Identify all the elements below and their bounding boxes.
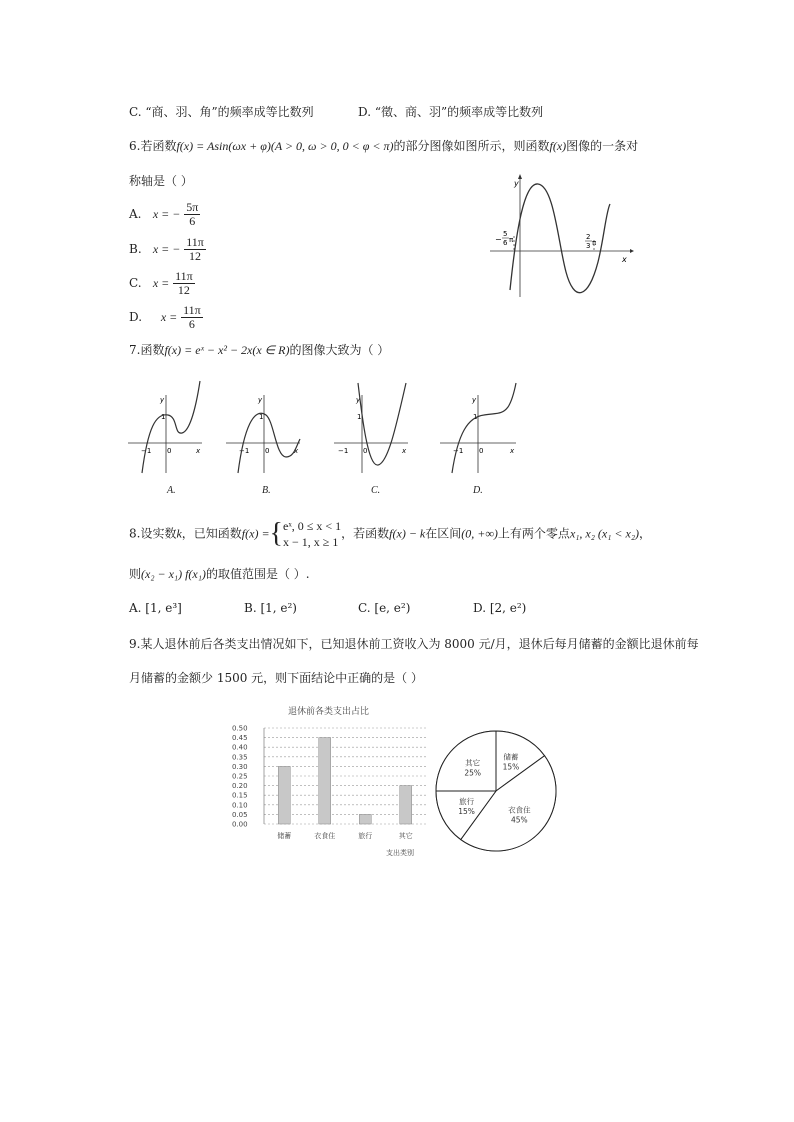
q7-prefix: 7.函数 xyxy=(129,343,165,357)
y-label: y xyxy=(258,396,263,404)
q6-stem-line2: 称轴是（ ） xyxy=(129,174,193,188)
bar-旅行 xyxy=(359,814,371,824)
pie-value-label: 25% xyxy=(464,768,482,778)
q8-fk: f(x) − k xyxy=(389,526,426,541)
curve xyxy=(142,381,200,473)
q6-option-c[interactable] xyxy=(129,270,195,297)
retirement-bar-chart xyxy=(228,703,434,861)
option-label: B. xyxy=(129,242,142,256)
tick-1: 1 xyxy=(357,413,362,421)
tick-0: 0 xyxy=(363,447,368,455)
option-lhs: x = − xyxy=(152,207,181,221)
q7-stem xyxy=(129,342,389,358)
q7-graph-a[interactable] xyxy=(126,377,206,477)
x-axis-label: x xyxy=(622,255,627,264)
q6-option-d[interactable] xyxy=(129,304,203,331)
q7-graph-b[interactable] xyxy=(224,377,304,477)
y-tick-label: 0.30 xyxy=(232,762,248,771)
q8-mid: ，已知函数 xyxy=(181,526,242,541)
q5-option-c: C. “商、羽、角”的频率成等比数列 xyxy=(129,105,314,119)
q6-prefix: 6.若函数 xyxy=(129,139,177,153)
tick-right-pi: π xyxy=(592,239,597,247)
q8-k: k xyxy=(176,526,182,541)
q6-function: f(x) = Asin(ωx + φ)(A > 0, ω > 0, 0 < φ < π) xyxy=(176,139,394,153)
y-tick-label: 0.45 xyxy=(232,734,248,743)
tick-left-pi: π xyxy=(509,236,514,244)
q6-suffix2: 图像的一条对 xyxy=(566,139,639,153)
q8-stem-line2 xyxy=(129,566,310,582)
option-label: A. xyxy=(129,207,142,221)
q5-option-d: D. “徵、商、羽”的频率成等比数列 xyxy=(358,105,544,119)
y-axis-label: y xyxy=(514,179,519,188)
x-label: x xyxy=(510,447,515,455)
tick-1: 1 xyxy=(259,413,264,421)
pie-value-label: 45% xyxy=(510,815,528,825)
tick-0: 0 xyxy=(167,447,172,455)
pie-value-label: 15% xyxy=(502,762,520,772)
option-lhs: x = − xyxy=(152,242,181,256)
tick-left-sign: − xyxy=(495,235,502,244)
pie-label: 衣食住 xyxy=(508,805,531,815)
q8-zeros: x₁, x₂ (x₁ < x₂) xyxy=(569,526,640,541)
q9-stem-line2: 月储蓄的金额少 1500 元，则下面结论中正确的是（ ） xyxy=(129,671,423,685)
q7-caption-d: D. xyxy=(473,485,483,496)
option-lhs: x = xyxy=(152,276,170,290)
x-tick-label: 衣食住 xyxy=(314,832,336,840)
bar-chart-title: 退休前各类支出占比 xyxy=(288,707,370,717)
tick-right-den: 3 xyxy=(586,242,591,250)
tick-0: 0 xyxy=(479,447,484,455)
q8-stem xyxy=(129,518,651,550)
tick-m1: −1 xyxy=(239,447,250,455)
q7-caption-a: A. xyxy=(167,485,176,496)
pie-label: 其它 xyxy=(465,758,481,768)
pie-label: 旅行 xyxy=(459,796,475,806)
q6-option-a[interactable] xyxy=(129,201,200,228)
y-label: y xyxy=(472,396,477,404)
q8-prefix: 8.设实数 xyxy=(129,526,177,541)
q8-option-c[interactable]: C. [e, e²) xyxy=(358,601,411,615)
option-label: C. xyxy=(129,276,142,290)
q7-function: f(x) = eˣ − x² − 2x(x ∈ R) xyxy=(164,343,290,357)
bar-xlabel: 支出类别 xyxy=(386,849,414,857)
x-tick-label: 其它 xyxy=(398,832,413,840)
q7-caption-c: C. xyxy=(371,485,381,496)
q7-suffix: 的图像大致为（ ） xyxy=(289,343,390,357)
q6-sine-graph xyxy=(488,172,638,300)
bar-labels xyxy=(277,831,413,840)
q8-function: f(x) = xyxy=(241,526,270,541)
curve xyxy=(452,383,516,473)
tick-m1: −1 xyxy=(453,447,464,455)
case-1: eˣ, 0 ≤ x < 1 xyxy=(283,519,342,533)
y-tick-label: 0.10 xyxy=(232,801,248,810)
y-tick-label: 0.05 xyxy=(232,810,248,819)
y-tick-label: 0.15 xyxy=(232,791,248,800)
y-tick-label: 0.50 xyxy=(232,724,248,733)
q9-stem-line1: 9.某人退休前后各类支出情况如下，已知退休前工资收入为 8000 元/月，退休后每月储蓄的金额比退休前每 xyxy=(129,637,699,651)
option-fraction: $\frac{11\pi}{12}$ xyxy=(186,235,204,263)
q8-end: ， xyxy=(639,526,652,541)
y-tick-label: 0.00 xyxy=(232,820,248,829)
q8-interval: (0, +∞) xyxy=(461,526,498,541)
bar-bars xyxy=(278,738,412,824)
y-label: y xyxy=(356,396,361,404)
option-fraction: $\frac{11\pi}{6}$ xyxy=(183,303,201,331)
q6-function2: f(x) xyxy=(549,139,567,153)
tick-0: 0 xyxy=(265,447,270,455)
q7-caption-b: B. xyxy=(262,485,271,496)
bar-其它 xyxy=(400,786,412,824)
x-label: x xyxy=(294,447,299,455)
tick-m1: −1 xyxy=(338,447,349,455)
q8-option-a[interactable]: A. [1, e³] xyxy=(129,601,182,615)
q6-stem xyxy=(129,138,638,154)
x-label: x xyxy=(196,447,201,455)
x-axis-arrow xyxy=(630,249,634,253)
y-tick-label: 0.35 xyxy=(232,753,248,762)
q8-interval-text: 在区间 xyxy=(425,526,462,541)
y-tick-label: 0.25 xyxy=(232,772,248,781)
q6-option-b[interactable] xyxy=(129,236,206,263)
y-label: y xyxy=(160,396,165,404)
pie-value-label: 15% xyxy=(458,806,475,816)
bar-储蓄 xyxy=(278,766,290,824)
option-fraction: $\frac{11\pi}{12}$ xyxy=(175,269,193,297)
tick-left-num: 5 xyxy=(503,230,508,238)
tick-1: 1 xyxy=(161,413,166,421)
q6-suffix: 的部分图像如图所示，则函数 xyxy=(393,139,550,153)
pie-label: 储蓄 xyxy=(503,752,519,762)
q8-option-d[interactable]: D. [2, e²) xyxy=(473,601,527,615)
tick-right-num: 2 xyxy=(586,233,591,241)
q7-graph-c[interactable] xyxy=(332,377,412,477)
y-tick-label: 0.20 xyxy=(232,782,248,791)
q8-after: ，若函数 xyxy=(341,526,390,541)
q7-graph-d[interactable] xyxy=(438,377,520,477)
bar-衣食住 xyxy=(319,738,331,824)
piecewise-cases xyxy=(283,518,341,550)
case-2: x − 1, x ≥ 1 xyxy=(283,535,339,549)
x-tick-label: 储蓄 xyxy=(277,832,292,840)
q8-line2-suffix: 的取值范围是（ ）. xyxy=(205,567,310,581)
x-label: x xyxy=(402,447,407,455)
option-fraction: $\frac{5\pi}{6}$ xyxy=(186,200,199,228)
q8-expr: (x₂ − x₁) f(x₁) xyxy=(141,567,206,581)
piecewise-brace: { xyxy=(269,518,283,549)
tick-m1: −1 xyxy=(141,447,152,455)
tick-1: 1 xyxy=(473,413,478,421)
q8-line2-prefix: 则 xyxy=(129,567,142,581)
retirement-pie-chart xyxy=(432,727,560,855)
q8-zeros-text: 上有两个零点 xyxy=(497,526,570,541)
q8-option-b[interactable]: B. [1, e²) xyxy=(244,601,297,615)
option-label: D. xyxy=(129,310,143,324)
option-lhs: x = xyxy=(160,310,178,324)
y-tick-label: 0.40 xyxy=(232,743,248,752)
tick-left-den: 6 xyxy=(503,239,508,247)
pie-slices xyxy=(436,731,556,851)
x-tick-label: 旅行 xyxy=(358,832,373,840)
